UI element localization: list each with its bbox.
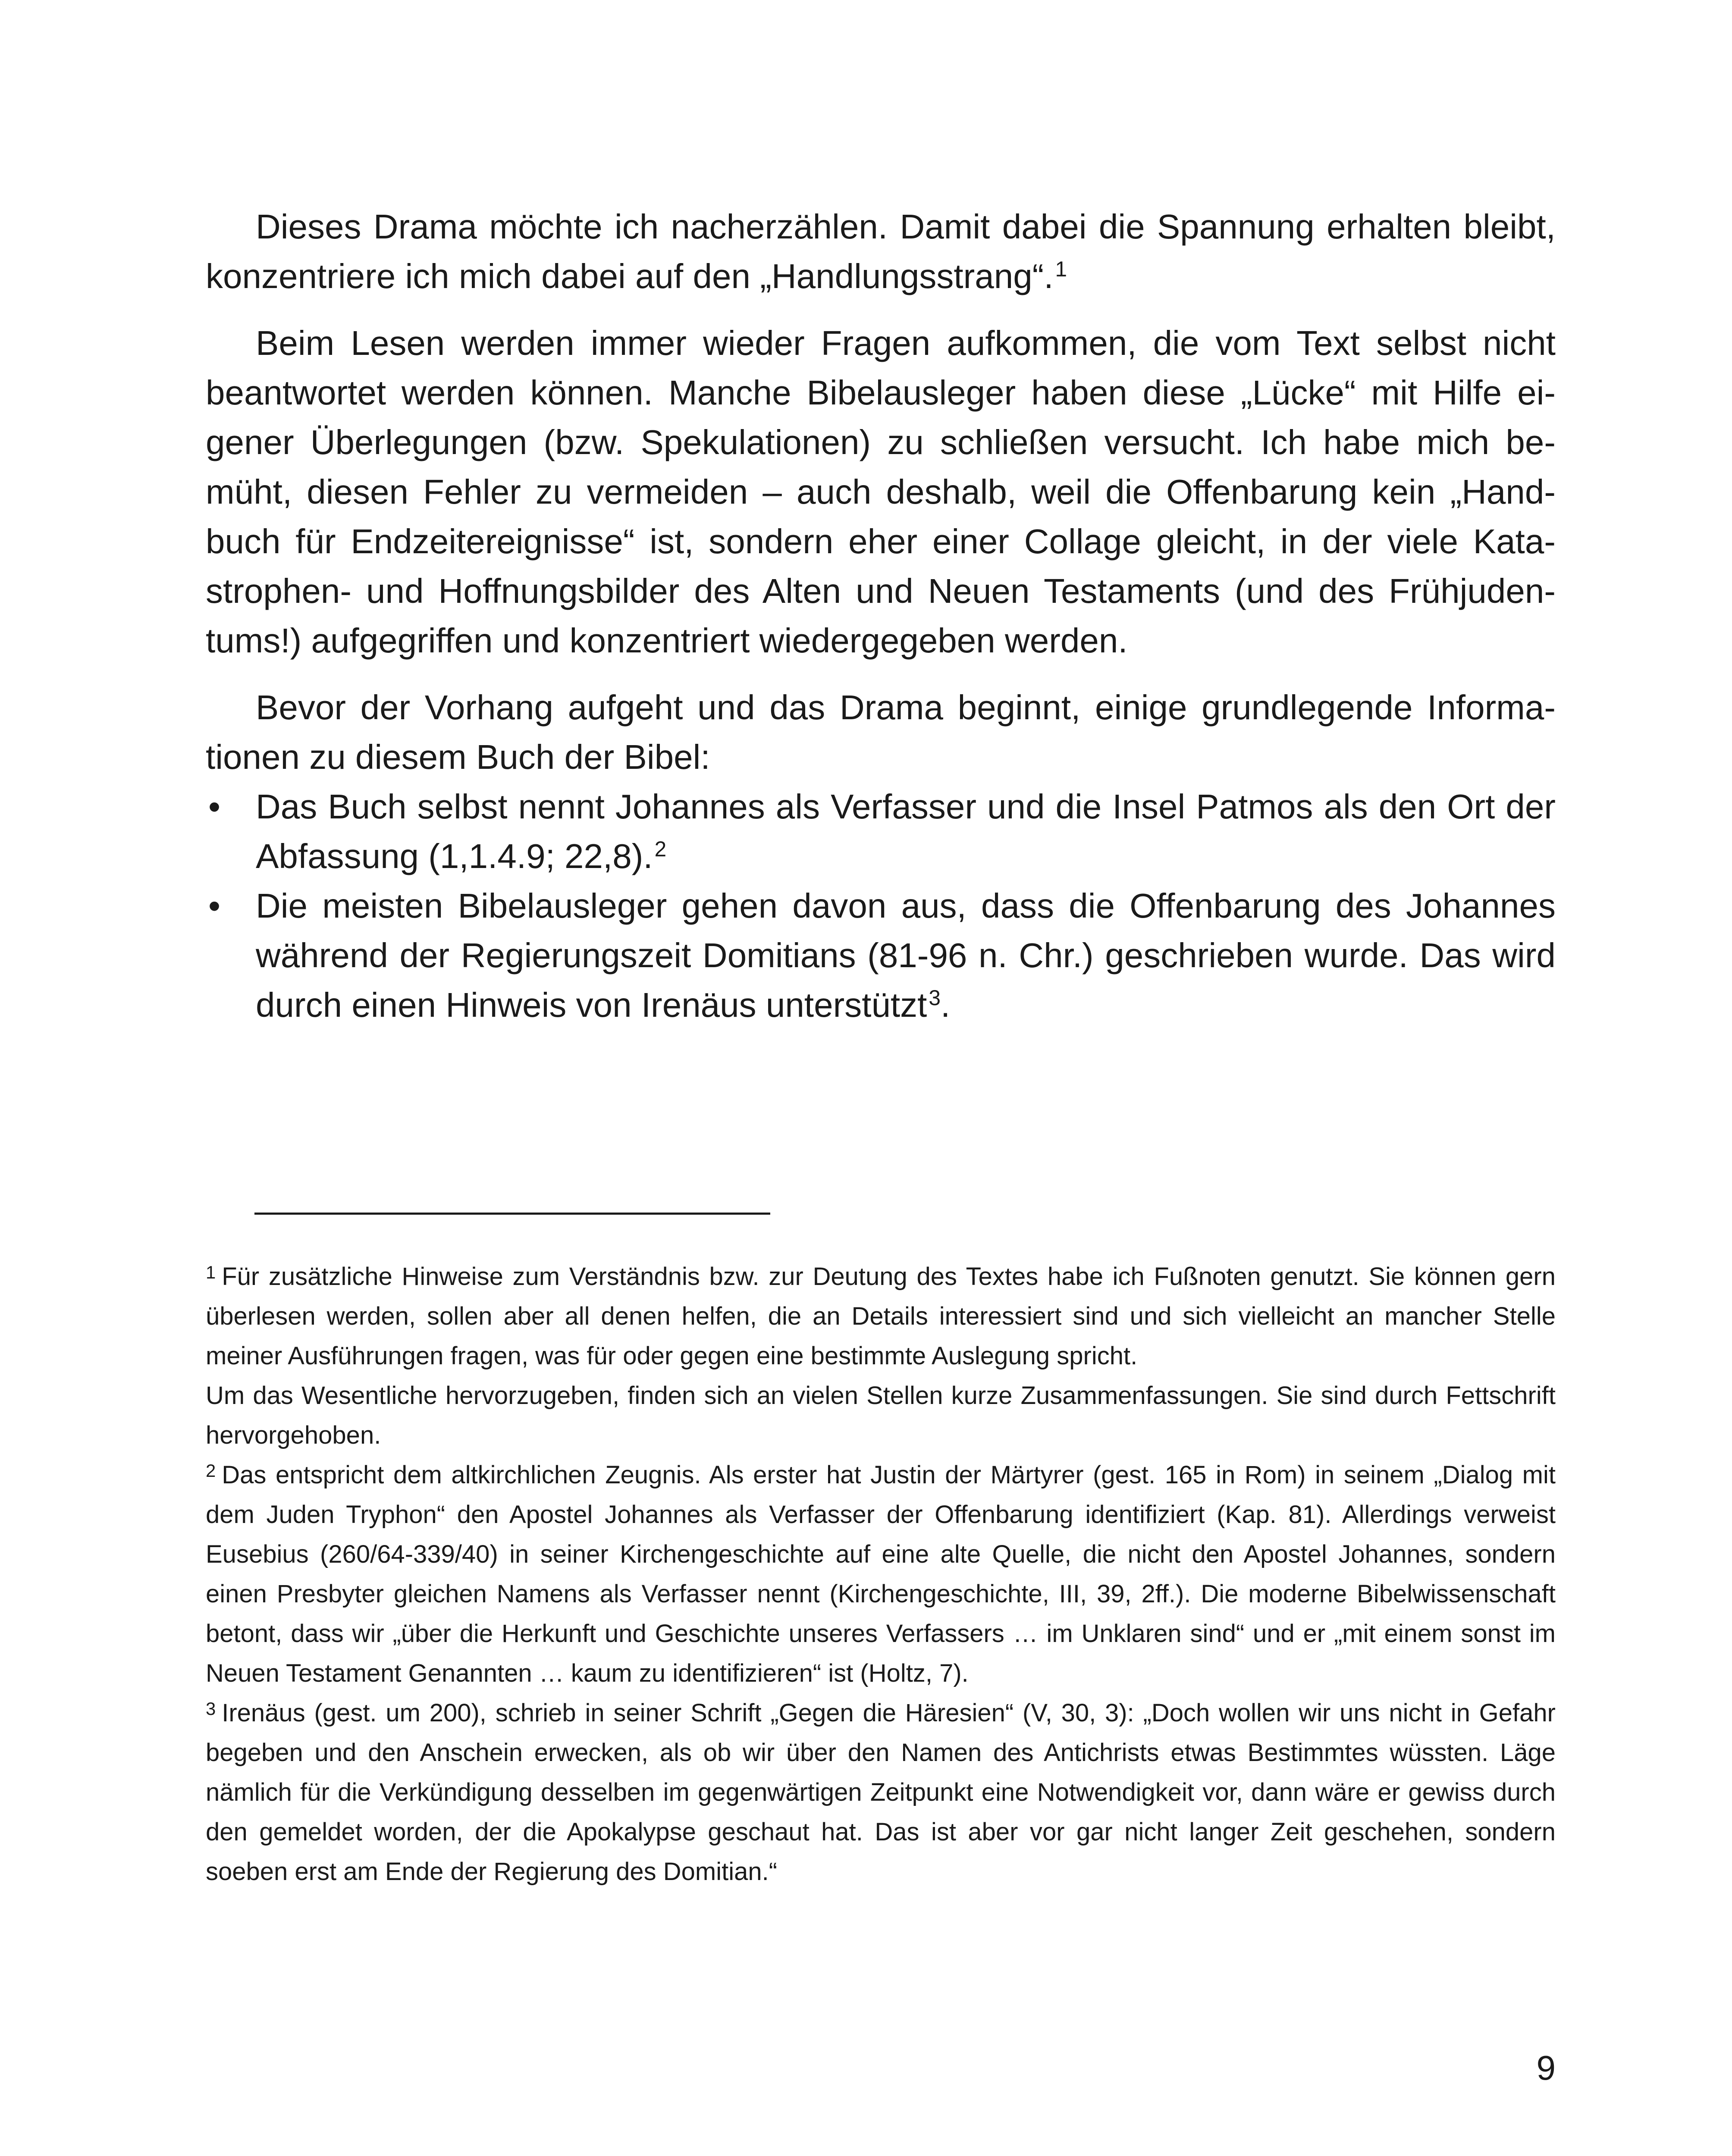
footnote-2-text: Das entspricht dem altkirchlichen Zeugnis. Als erster hat Justin der Märtyrer (gest. 165 in Rom) in seinem „Dialog mit dem Juden Tryphon“ den Apostel Johannes als Verfasser der Offenbarung identifiziert (Kap. 81). Allerdings verweist Eusebius (260/64-339/40) in seiner Kirchengeschichte auf eine alte Quelle, die nicht den Apostel Johannes, sondern einen Presbyter gleichen Namens als Verfasser nennt (Kirchengeschichte, III, 39, 2ff.). Die moderne Bibelwissenschaft betont, dass wir „über die Herkunft und Geschichte unseres Verfassers … im Unklaren sind“ und er „mit einem sonst im Neuen Testament Genannten … kaum zu identifizieren“ ist (Holtz, 7). — [206, 1461, 1556, 1687]
footnote-2-number: 2 — [206, 1460, 216, 1481]
bullet-item-2 — [206, 881, 1556, 1030]
footnote-separator — [254, 1213, 770, 1215]
footnote-ref-2: 2 — [654, 837, 667, 861]
footnote-ref-3: 3 — [929, 985, 941, 1010]
main-text — [206, 202, 1556, 1030]
footnote-3 — [206, 1693, 1556, 1892]
bullet-item-2-end: . — [941, 986, 951, 1024]
bullet-icon: • — [208, 787, 221, 826]
bullet-item-1-text: Das Buch selbst nennt Johannes als Verfasser und die Insel Patmos als den Ort der Abfassung (1,1.4.9; 22,8). — [256, 787, 1556, 875]
paragraph-2: Beim Lesen werden immer wieder Fragen aufkommen, die vom Text selbst nicht beantwortet werden können. Manche Bibelausleger haben diese „Lücke“ mit Hilfe eigener Überlegungen (bzw. Spekulationen) zu schließen versucht. Ich habe mich bemüht, diesen Fehler zu vermeiden – auch deshalb, weil die Offenbarung kein „Handbuch für Endzeitereignisse“ ist, sondern eher einer Collage gleicht, in der viele Katastrophen- und Hoffnungsbilder des Alten und Neuen Testaments (und des Frühjudentums!) aufgegriffen und konzentriert wiedergegeben werden. — [206, 324, 1556, 660]
footnote-1-text: Für zusätzliche Hinweise zum Verständnis bzw. zur Deutung des Textes habe ich Fußnoten genutzt. Sie können gern überlesen werden, sollen aber all denen helfen, die an Details interessiert sind und sich vielleicht an mancher Stelle meiner Ausführungen fragen, was für oder gegen eine bestimmte Auslegung spricht. — [206, 1263, 1556, 1370]
footnote-3-number: 3 — [206, 1698, 216, 1719]
footnote-1-continued: Um das Wesentliche hervorzugeben, finden sich an vielen Stellen kurze Zusammenfassungen. Sie sind durch Fettschrift hervorgehoben. — [206, 1382, 1556, 1449]
page-number: 9 — [1536, 2049, 1556, 2087]
footnotes — [206, 1257, 1556, 1892]
paragraph-3: Bevor der Vorhang aufgeht und das Drama beginnt, einige grundlegende Informationen zu diesem Buch der Bibel: — [206, 688, 1556, 776]
bullet-item-2-text: Die meisten Bibelausleger gehen davon aus, dass die Offenbarung des Johannes während der Regierungszeit Domitians (81-96 n. Chr.) geschrieben wurde. Das wird durch einen Hinweis von Irenäus unterstützt — [256, 887, 1556, 1024]
footnote-1-number: 1 — [206, 1262, 216, 1283]
footnote-2 — [206, 1455, 1556, 1693]
footnote-1 — [206, 1257, 1556, 1376]
bullet-item-1 — [206, 782, 1556, 881]
paragraph-1-text: Dieses Drama möchte ich nacherzählen. Damit dabei die Spannung erhalten bleibt, konzentriere ich mich dabei auf den „Handlungsstrang“. — [206, 207, 1556, 295]
paragraph-1 — [206, 202, 1556, 301]
footnote-3-text: Irenäus (gest. um 200), schrieb in seiner Schrift „Gegen die Häresien“ (V, 30, 3): „Doch wollen wir uns nicht in Gefahr begeben und den Anschein erwecken, als ob wir über den Namen des Antichrists etwas Bestimmtes wüssten. Läge nämlich für die Verkündigung desselben im gegenwärtigen Zeitpunkt eine Notwendigkeit vor, dann wäre er gewiss durch den gemeldet worden, der die Apokalypse geschaut hat. Das ist aber vor gar nicht langer Zeit geschehen, sondern soeben erst am Ende der Regierung des Domitian.“ — [206, 1699, 1556, 1886]
bullet-icon: • — [208, 887, 221, 925]
bullet-list — [206, 782, 1556, 1030]
footnote-ref-1: 1 — [1055, 257, 1067, 281]
